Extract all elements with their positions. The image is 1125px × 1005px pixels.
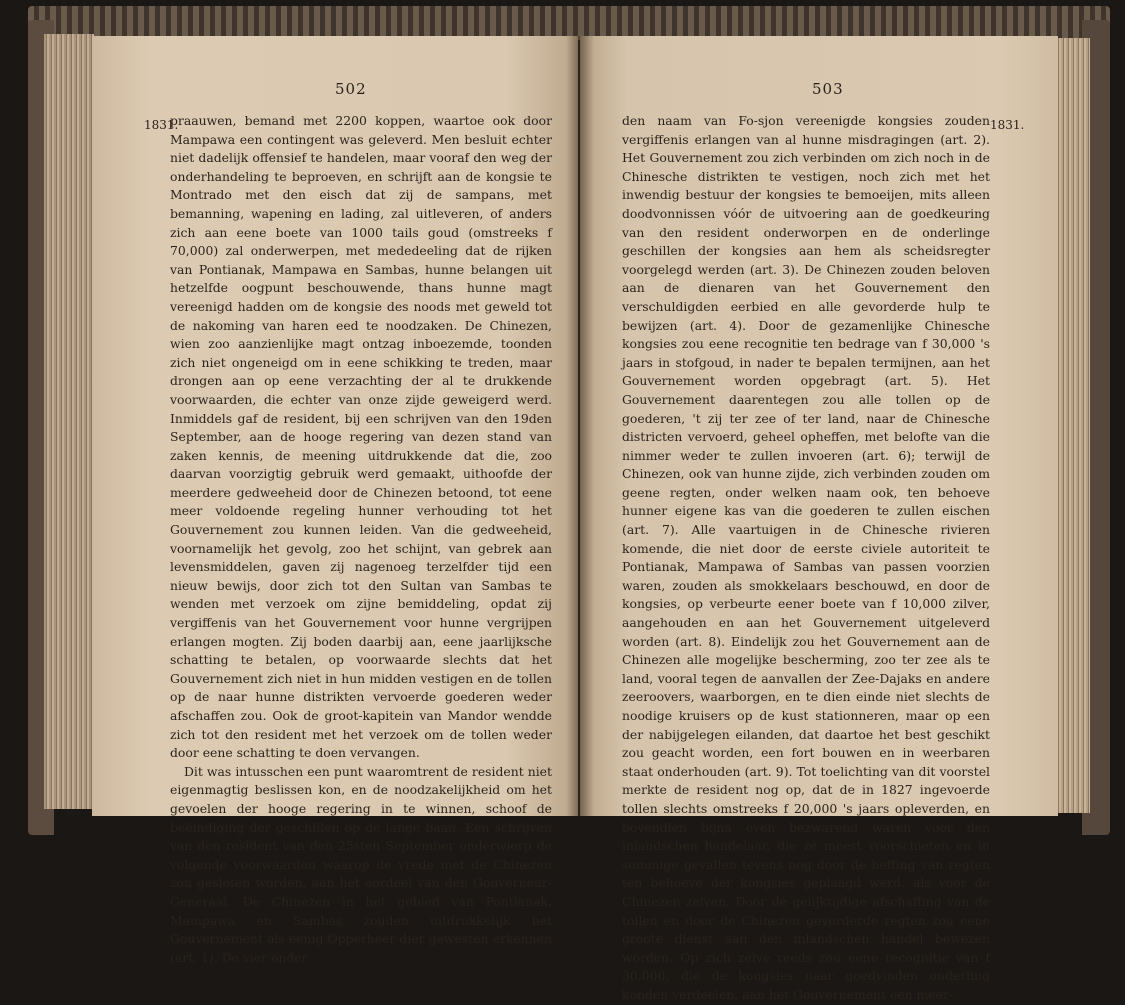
page-number: 503 [812,80,844,98]
paragraph: den naam van Fo-sjon vereenigde kongsies zouden vergiffenis erlangen van al hunne misdragingen (art. 2). Het Gouvernement zou zich verbinden om zich noch in de Chinesche distrikten te vestigen, noch zich met het inwendig bestuur der kongsies te bemoeijen, mits alleen doodvonnissen vóór de uitvoering aan de goedkeuring van den resident onderworpen en de onderlinge geschillen der kongsies aan hem als scheidsregter voorgelegd werden (art. 3). De Chinezen zouden beloven aan de dienaren van het Gouvernement den verschuldigden eerbied en alle gevorderde hulp te bewijzen (art. 4). Door de gezamenlijke Chinesche kongsies zou eene recognitie ten bedrage van f 30,000 's jaars in stofgoud, in nader te bepalen termijnen, aan het Gouvernement worden opgebragt (art. 5). Het Gouvernement daarentegen zou alle tollen op de goederen, 't zij ter zee of ter land, naar de Chinesche districten vervoerd, geheel opheffen, met belofte van die nimmer weder te zullen invoeren (art. 6); terwijl de Chinezen, ook van hunne zijde, zich verbinden zouden om geene regten, onder welken naam ook, ten behoeve hunner eigene kas van die goederen te zullen eischen (art. 7). Alle vaartuigen in de Chinesche rivieren komende, die niet door de eerste civiele autoriteit te Pontianak, Mampawa of Sambas van passen voorzien waren, zouden als smokkelaars beschouwd, en door de kongsies, op verbeurte eener boete van f 10,000 zilver, aangehouden en aan het Gouvernement uitgeleverd worden (art. 8). Eindelijk zou het Gouvernement aan de Chinezen alle mogelijke bescherming, zoo ter zee als te land, vooral tegen de aanvallen der Zee-Dajaks en andere zeeroovers, waarborgen, en te dien einde niet slechts de noodige kruisers op de kust stationneren, maar op een der nabijgelegen eilanden, dat daartoe het best geschikt zou geacht worden, een fort bouwen en in weerbaren staat onderhouden (art. 9). Tot toelichting van dit voorstel merkte de resident nog op, dat de in 1827 ingevoerde tollen slechts omstreeks f 20,000 's jaars opleverden, en bovendien bijna even bezwarend waren voor den inlandschen handelaar, die ze meest voorschieten en in sommige gevallen tevens nog door de heffing van regten ten behoeve der kongsies geplaagd werd, als voor de Chinezen zelven. Door de gelijktijdige afschaffing van de tollen en door de Chinezen gevorderde regten zou eene groote dienst aan den inlandschen handel bewezen worden. Op zich zelve reeds zou eene recognitie van f 30,000, die de kongsies naar goedvinden onderling konden verdeelen, aan het Gouvernement een meer- [622,113,990,1002]
page-edges-left [44,34,94,809]
page-body [622,112,990,1005]
page-number: 502 [335,80,367,98]
paragraph: praauwen, bemand met 2200 koppen, waartoe ook door Mampawa een contingent was geleverd. Men besluit echter niet dadelijk offensief te handelen, maar vooraf den weg der onderhandeling te beproeven, en schrijft aan de kongsie te Montrado met den eisch dat zij de sampans, met bemanning, wapening en lading, zal uitleveren, of anders zich aan eene boete van 1000 tails goud (omstreeks f 70,000) zal onderwerpen, met mededeeling dat de rijken van Pontianak, Mampawa en Sambas, hunne belangen uit hetzelfde oogpunt beschouwende, thans hunne magt vereenigd hadden om de kongsie des noods met geweld tot de nakoming van haren eed te noodzaken. De Chinezen, wien zoo aanzienlijke magt ontzag inboezemde, toonden zich niet ongeneigd om in eene schikking te treden, maar drongen aan op eene verzachting der al te drukkende voorwaarden, die echter van onze zijde geweigerd werd. Inmiddels gaf de resident, bij een schrijven van den 19den September, aan de hooge regering van dezen stand van zaken kennis, de meening uitdrukkende dat die, zoo daarvan voorzigtig gebruik werd gemaakt, uithoofde der meerdere gedweeheid door de Chinezen betoond, tot eene meer voldoende regeling hunner verhouding tot het Gouvernement zou kunnen leiden. Van die gedweeheid, voornamelijk het gevolg, zoo het schijnt, van gebrek aan levensmiddelen, gaven zij nagenoeg terzelfder tijd een nieuw bewijs, door zich tot den Sultan van Sambas te wenden met verzoek om zijne bemiddeling, opdat zij vergiffenis van het Gouvernement voor hunne vergrijpen erlangen mogten. Zij boden daarbij aan, eene jaarlijksche schatting te betalen, op voorwaarde slechts dat het Gouvernement zich niet in hun midden vestigen en de tollen op de naar hunne distrikten vervoerde goederen weder afschaffen zou. Ook de groot-kapitein van Mandor wendde zich tot den resident met het verzoek om de tollen weder door eene schatting te doen vervangen. [170,113,552,761]
page-body [170,112,552,967]
paragraph: Dit was intusschen een punt waaromtrent de resident niet eigenmagtig beslissen kon, en de noodzakelijkheid om het gevoelen der hooge regering in te winnen, schoof de beëindiging der geschillen op de lange baan. Een schrijven van den resident van den 25sten September onderwierp de volgende voorwaarden waarop de vrede met de Chinezen zou gesloten worden, aan het oordeel van den Gouverneur-Generaal. De Chinezen in het gebied van Pontianak, Mampawa en Sambas zouden uitdrukkelijk het Gouvernement als eenig Opperheer dier gewesten erkennen (art. 1). De vier onder [170,763,552,965]
margin-year: 1831. [144,118,179,132]
left-page [92,36,578,965]
book-cover-top [28,6,1110,40]
right-page [580,36,1058,1002]
book-gutter [566,36,594,816]
margin-year: 1831. [990,118,1025,132]
page-edges-right [1056,38,1090,813]
